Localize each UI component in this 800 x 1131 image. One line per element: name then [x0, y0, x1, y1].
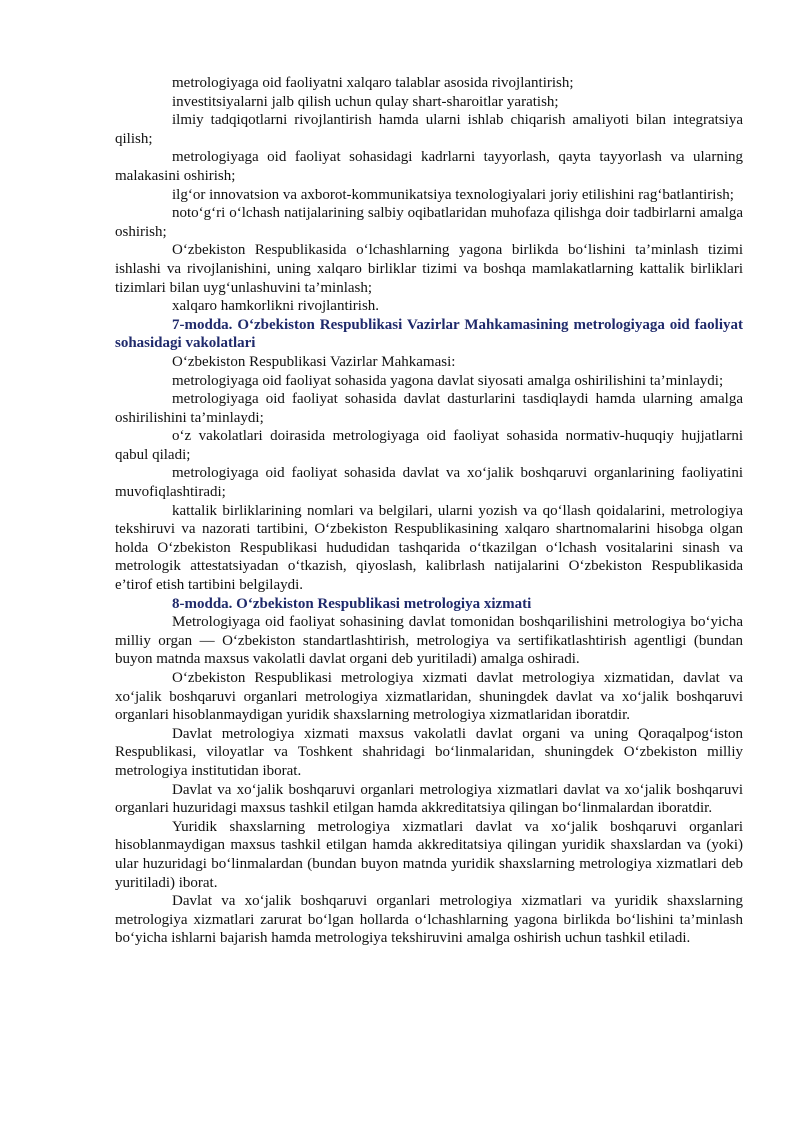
- paragraph: O‘zbekiston Respublikasida o‘lchashlarning yagona birlikda bo‘lishini ta’minlash tizimi ishlashi va rivojlanishini, uning xalqaro birliklar tizimi va boshqa mamlakatlarning kattalik birliklari tizimlari bilan uyg‘unlashuvini ta’minlash;: [115, 242, 743, 296]
- paragraph: o‘z vakolatlari doirasida metrologiyaga oid faoliyat sohasida normativ-huquqiy hujjatlarni qabul qiladi;: [115, 428, 743, 463]
- paragraph: Davlat va xo‘jalik boshqaruvi organlari metrologiya xizmatlari davlat va xo‘jalik boshqaruvi organlari huzuridagi maxsus tashkil etilgan hamda akkreditatsiya qilingan bo‘linmalardan iboratdir.: [115, 781, 743, 817]
- paragraph: O‘zbekiston Respublikasi metrologiya xizmati davlat metrologiya xizmatidan, davlat va xo‘jalik boshqaruvi organlari metrologiya xizmatlaridan, shuningdek davlat va xo‘jalik boshqaruvi organlari hisoblanmaydigan yuridik shaxslarning metrologiya xizmatlaridan iboratdir.: [115, 670, 743, 724]
- paragraph: xalqaro hamkorlikni rivojlantirish.: [172, 298, 380, 315]
- paragraph: investitsiyalarni jalb qilish uchun qulay shart-sharoitlar yaratish;: [172, 93, 559, 110]
- article-8-heading: 8-modda. O‘zbekiston Respublikasi metrologiya xizmati: [172, 595, 532, 612]
- paragraph: ilg‘or innovatsion va axborot-kommunikatsiya texnologiyalari joriy etilishini rag‘batlantirish;: [172, 186, 734, 203]
- paragraph: Yuridik shaxslarning metrologiya xizmatlari davlat va xo‘jalik boshqaruvi organlari hisoblanmaydigan maxsus tashkil etilgan hamda akkreditatsiya qilingan yuridik shaxslardan va (yoki) ular huzuridagi bo‘linmalardan (bundan buyon matnda yuridik shaxslarning metrologiya xizmatlari deb yuritiladi) iborat.: [115, 818, 743, 891]
- paragraph: metrologiyaga oid faoliyatni xalqaro talablar asosida rivojlantirish;: [172, 75, 574, 91]
- article-7-heading: 7-modda. O‘zbekiston Respublikasi Vazirlar Mahkamasining metrologiyaga oid faoliyat sohasidagi vakolatlari: [115, 316, 743, 352]
- paragraph: metrologiyaga oid faoliyat sohasida davlat va xo‘jalik boshqaruvi organlarining faoliyatini muvofiqlashtiradi;: [115, 465, 743, 501]
- paragraph: ilmiy tadqiqotlarni rivojlantirish hamda ularni ishlab chiqarish amaliyoti bilan integratsiya qilish;: [115, 112, 743, 147]
- paragraph: O‘zbekiston Respublikasi Vazirlar Mahkamasi:: [172, 353, 456, 370]
- paragraph: Metrologiyaga oid faoliyat sohasining davlat tomonidan boshqarilishini metrologiya bo‘yicha milliy organ — O‘zbekiston standartlashtirish, metrologiya va sertifikatlashtirish agentligi (bundan buyon matnda maxsus vakolatli davlat organi deb yuritiladi) amalga oshiradi.: [115, 614, 743, 668]
- paragraph: metrologiyaga oid faoliyat sohasidagi kadrlarni tayyorlash, qayta tayyorlash va ularning malakasini oshirish;: [115, 149, 743, 184]
- paragraph: metrologiyaga oid faoliyat sohasida yagona davlat siyosati amalga oshirilishini ta’minlaydi;: [172, 372, 724, 389]
- paragraph: noto‘g‘ri o‘lchash natijalarining salbiy oqibatlaridan muhofaza qilishga doir tadbirlarni amalga oshirish;: [115, 205, 743, 240]
- paragraph: Davlat metrologiya xizmati maxsus vakolatli davlat organi va uning Qoraqalpog‘iston Respublikasi, viloyatlar va Toshkent shahridagi bo‘linmalaridan, shuningdek O‘zbekiston milliy metrologiya institutidan iborat.: [115, 725, 743, 779]
- paragraph: kattalik birliklarining nomlari va belgilari, ularni yozish va qo‘llash qoidalarini, metrologiya tekshiruvi va nazorati tartibini, O‘zbekiston Respublikasining xalqaro shartnomalarini hisobga olgan holda O‘zbekiston Respublikasi hududidan tashqarida o‘tkazilgan o‘lchash vositalarini sinash va metrologik attestatsiyadan o‘tkazish, qiyoslash, kalibrlash natijalarini O‘zbekiston Respublikasida e’tirof etish tartibini belgilaydi.: [115, 502, 743, 594]
- paragraph: Davlat va xo‘jalik boshqaruvi organlari metrologiya xizmatlari va yuridik shaxslarning metrologiya xizmatlari zarurat bo‘lgan hollarda o‘lchashlarning yagona birlikda bo‘lishini ta’minlash bo‘yicha ishlarni bajarish hamda metrologiya tekshiruvini amalga oshirish uchun tashkil etiladi.: [115, 893, 743, 947]
- paragraph: metrologiyaga oid faoliyat sohasida davlat dasturlarini tasdiqlaydi hamda ularning amalga oshirilishini ta’minlaydi;: [115, 391, 743, 426]
- document-page: [115, 74, 743, 948]
